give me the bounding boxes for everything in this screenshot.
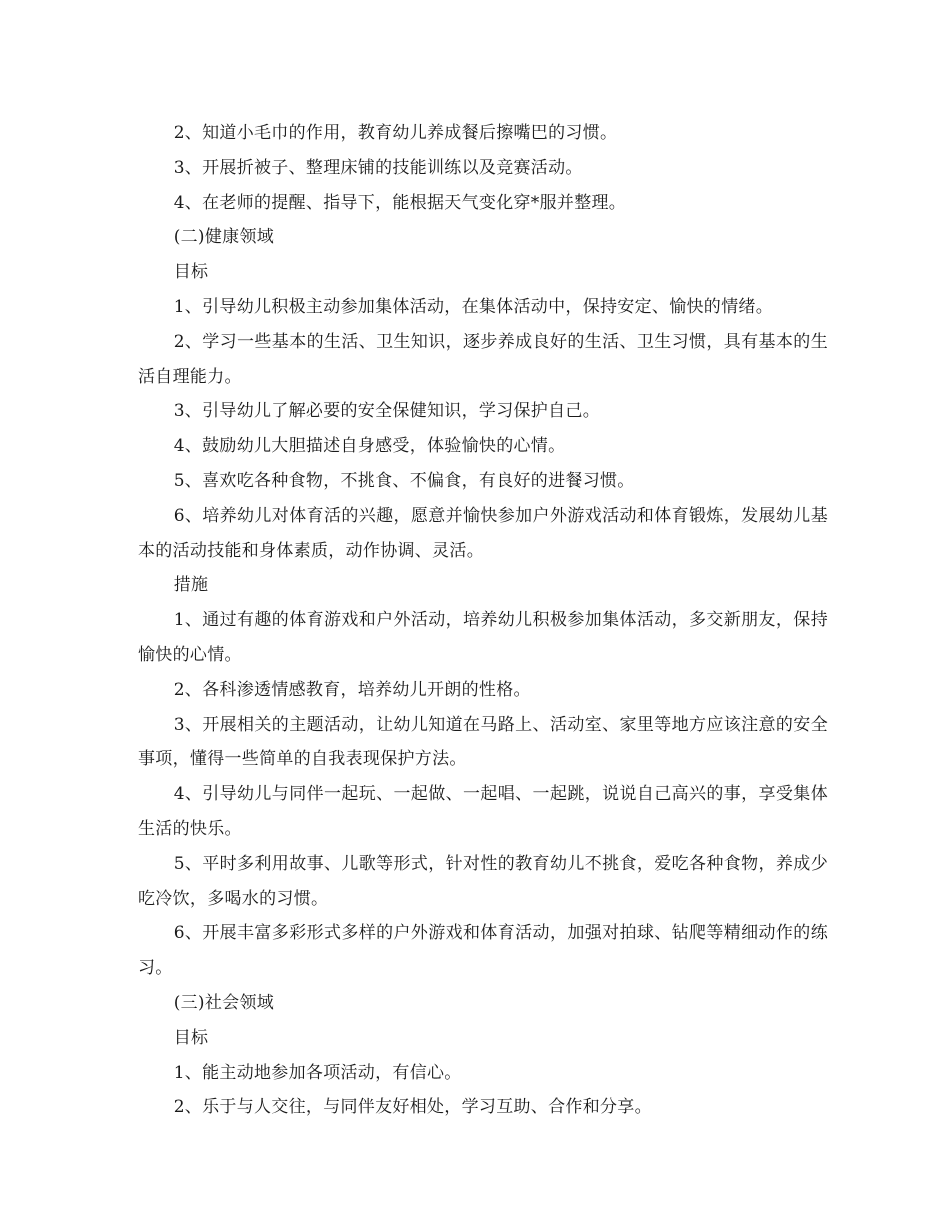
subheading-goals-social: 目标 [173,1027,209,1048]
paragraph-health-measure-1: 1、通过有趣的体育游戏和户外活动，培养幼儿积极参加集体活动，多交新朋友，保持愉快的心情。 [138,610,828,665]
paragraph-health-measure-4: 4、引导幼儿与同伴一起玩、一起做、一起唱、一起跳，说说自己高兴的事，享受集体生活的快乐。 [138,784,828,839]
subheading-measures-health: 措施 [173,575,209,596]
paragraph-health-goal-3: 3、引导幼儿了解必要的安全保健知识，学习保护自己。 [173,401,601,422]
subheading-goals-health: 目标 [173,262,209,283]
paragraph-health-goal-4: 4、鼓励幼儿大胆描述自身感受，体验愉快的心情。 [173,436,566,457]
section-heading-health: (二)健康领域 [173,227,275,248]
paragraph-health-goal-2: 2、学习一些基本的生活、卫生知识，逐步养成良好的生活、卫生习惯，具有基本的生活自理能力。 [138,331,828,387]
paragraph-health-measure-2: 2、各科渗透情感教育，培养幼儿开朗的性格。 [173,679,531,700]
section-heading-social: (三)社会领域 [173,992,275,1013]
paragraph-dress-weather: 4、在老师的提醒、指导下，能根据天气变化穿*服并整理。 [173,192,627,213]
paragraph-health-goal-6: 6、培养幼儿对体育活的兴趣，愿意并愉快参加户外游戏活动和体育锻炼，发展幼儿基本的活动技能和身体素质，动作协调、灵活。 [138,505,828,561]
paragraph-health-measure-3: 3、开展相关的主题活动，让幼儿知道在马路上、活动室、家里等地方应该注意的安全事项，懂得一些简单的自我表现保护方法。 [138,714,828,770]
paragraph-health-measure-5: 5、平时多利用故事、儿歌等形式，针对性的教育幼儿不挑食，爱吃各种食物，养成少吃冷饮，多喝水的习惯。 [138,853,828,909]
paragraph-health-goal-5: 5、喜欢吃各种食物，不挑食、不偏食，有良好的进餐习惯。 [173,470,635,491]
paragraph-health-goal-1: 1、引导幼儿积极主动参加集体活动，在集体活动中，保持安定、愉快的情绪。 [173,296,774,317]
paragraph-health-measure-6: 6、开展丰富多彩形式多样的户外游戏和体育活动，加强对拍球、钻爬等精细动作的练习。 [138,923,828,979]
paragraph-social-goal-2: 2、乐于与人交往，与同伴友好相处，学习互助、合作和分享。 [173,1097,652,1118]
paragraph-napkin-habit: 2、知道小毛巾的作用，教育幼儿养成餐后擦嘴巴的习惯。 [173,123,618,143]
paragraph-social-goal-1: 1、能主动地参加各项活动，有信心。 [173,1062,462,1083]
paragraph-fold-quilt: 3、开展折被子、整理床铺的技能训练以及竞赛活动。 [173,157,583,178]
document-body [138,116,828,1125]
